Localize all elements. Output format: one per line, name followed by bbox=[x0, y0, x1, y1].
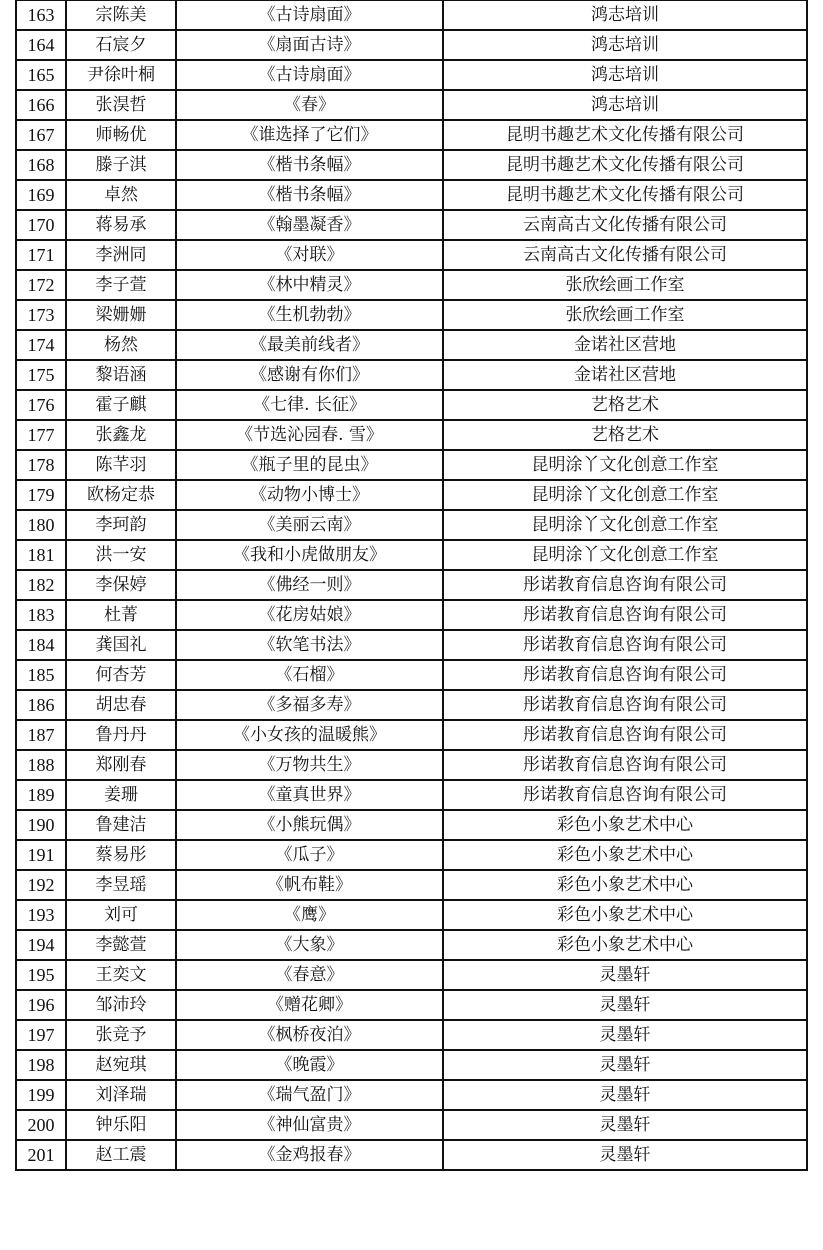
work-title-cell: 《软笔书法》 bbox=[176, 630, 443, 660]
student-name-cell: 郑刚春 bbox=[66, 750, 176, 780]
work-title-cell: 《瑞气盈门》 bbox=[176, 1080, 443, 1110]
work-title-cell: 《枫桥夜泊》 bbox=[176, 1020, 443, 1050]
student-name-cell: 李保婷 bbox=[66, 570, 176, 600]
serial-number-cell: 198 bbox=[16, 1050, 66, 1080]
work-title-cell: 《古诗扇面》 bbox=[176, 0, 443, 30]
table-row bbox=[16, 210, 807, 240]
serial-number-cell: 175 bbox=[16, 360, 66, 390]
work-title-cell: 《动物小博士》 bbox=[176, 480, 443, 510]
serial-number-cell: 188 bbox=[16, 750, 66, 780]
student-name-cell: 李洲同 bbox=[66, 240, 176, 270]
organization-cell: 彩色小象艺术中心 bbox=[443, 840, 807, 870]
organization-cell: 灵墨轩 bbox=[443, 1020, 807, 1050]
table-row bbox=[16, 420, 807, 450]
organization-cell: 彩色小象艺术中心 bbox=[443, 900, 807, 930]
serial-number-cell: 177 bbox=[16, 420, 66, 450]
organization-cell: 灵墨轩 bbox=[443, 1110, 807, 1140]
work-title-cell: 《我和小虎做朋友》 bbox=[176, 540, 443, 570]
serial-number-cell: 165 bbox=[16, 60, 66, 90]
student-name-cell: 杨然 bbox=[66, 330, 176, 360]
organization-cell: 彤诺教育信息咨询有限公司 bbox=[443, 780, 807, 810]
student-name-cell: 姜珊 bbox=[66, 780, 176, 810]
work-title-cell: 《大象》 bbox=[176, 930, 443, 960]
organization-cell: 云南高古文化传播有限公司 bbox=[443, 210, 807, 240]
serial-number-cell: 200 bbox=[16, 1110, 66, 1140]
table-row bbox=[16, 630, 807, 660]
organization-cell: 彤诺教育信息咨询有限公司 bbox=[443, 660, 807, 690]
serial-number-cell: 190 bbox=[16, 810, 66, 840]
organization-cell: 鸿志培训 bbox=[443, 30, 807, 60]
organization-cell: 灵墨轩 bbox=[443, 1050, 807, 1080]
table-row bbox=[16, 690, 807, 720]
table-row bbox=[16, 780, 807, 810]
work-title-cell: 《神仙富贵》 bbox=[176, 1110, 443, 1140]
organization-cell: 彤诺教育信息咨询有限公司 bbox=[443, 600, 807, 630]
organization-cell: 灵墨轩 bbox=[443, 960, 807, 990]
work-title-cell: 《林中精灵》 bbox=[176, 270, 443, 300]
table-row bbox=[16, 1050, 807, 1080]
student-name-cell: 卓然 bbox=[66, 180, 176, 210]
student-name-cell: 滕子淇 bbox=[66, 150, 176, 180]
serial-number-cell: 201 bbox=[16, 1140, 66, 1170]
serial-number-cell: 192 bbox=[16, 870, 66, 900]
serial-number-cell: 189 bbox=[16, 780, 66, 810]
student-name-cell: 蔡易彤 bbox=[66, 840, 176, 870]
table-row bbox=[16, 0, 807, 30]
serial-number-cell: 194 bbox=[16, 930, 66, 960]
work-title-cell: 《花房姑娘》 bbox=[176, 600, 443, 630]
student-name-cell: 李珂韵 bbox=[66, 510, 176, 540]
student-name-cell: 龚国礼 bbox=[66, 630, 176, 660]
table-row bbox=[16, 390, 807, 420]
table-row bbox=[16, 150, 807, 180]
work-title-cell: 《瓶子里的昆虫》 bbox=[176, 450, 443, 480]
student-name-cell: 霍子麒 bbox=[66, 390, 176, 420]
work-title-cell: 《对联》 bbox=[176, 240, 443, 270]
table-row bbox=[16, 930, 807, 960]
table-row bbox=[16, 1140, 807, 1170]
table-row bbox=[16, 720, 807, 750]
organization-cell: 彤诺教育信息咨询有限公司 bbox=[443, 690, 807, 720]
organization-cell: 鸿志培训 bbox=[443, 0, 807, 30]
organization-cell: 云南高古文化传播有限公司 bbox=[443, 240, 807, 270]
table-row bbox=[16, 300, 807, 330]
student-name-cell: 梁姗姗 bbox=[66, 300, 176, 330]
student-name-cell: 邹沛玲 bbox=[66, 990, 176, 1020]
work-title-cell: 《七律. 长征》 bbox=[176, 390, 443, 420]
student-name-cell: 鲁丹丹 bbox=[66, 720, 176, 750]
table-row bbox=[16, 480, 807, 510]
table-row bbox=[16, 1080, 807, 1110]
serial-number-cell: 164 bbox=[16, 30, 66, 60]
work-title-cell: 《多福多寿》 bbox=[176, 690, 443, 720]
work-title-cell: 《金鸡报春》 bbox=[176, 1140, 443, 1170]
serial-number-cell: 196 bbox=[16, 990, 66, 1020]
serial-number-cell: 176 bbox=[16, 390, 66, 420]
student-name-cell: 何杏芳 bbox=[66, 660, 176, 690]
table-row bbox=[16, 360, 807, 390]
table-row bbox=[16, 540, 807, 570]
student-name-cell: 尹徐叶桐 bbox=[66, 60, 176, 90]
student-name-cell: 张鑫龙 bbox=[66, 420, 176, 450]
student-name-cell: 赵工震 bbox=[66, 1140, 176, 1170]
work-title-cell: 《童真世界》 bbox=[176, 780, 443, 810]
organization-cell: 张欣绘画工作室 bbox=[443, 270, 807, 300]
student-name-cell: 杜菁 bbox=[66, 600, 176, 630]
organization-cell: 昆明涂丫文化创意工作室 bbox=[443, 510, 807, 540]
serial-number-cell: 174 bbox=[16, 330, 66, 360]
serial-number-cell: 197 bbox=[16, 1020, 66, 1050]
work-title-cell: 《美丽云南》 bbox=[176, 510, 443, 540]
serial-number-cell: 173 bbox=[16, 300, 66, 330]
serial-number-cell: 168 bbox=[16, 150, 66, 180]
organization-cell: 张欣绘画工作室 bbox=[443, 300, 807, 330]
serial-number-cell: 193 bbox=[16, 900, 66, 930]
work-title-cell: 《帆布鞋》 bbox=[176, 870, 443, 900]
table-row bbox=[16, 30, 807, 60]
work-title-cell: 《春》 bbox=[176, 90, 443, 120]
table-row bbox=[16, 180, 807, 210]
work-title-cell: 《石榴》 bbox=[176, 660, 443, 690]
student-name-cell: 欧杨定恭 bbox=[66, 480, 176, 510]
serial-number-cell: 181 bbox=[16, 540, 66, 570]
student-name-cell: 刘可 bbox=[66, 900, 176, 930]
student-name-cell: 蒋易承 bbox=[66, 210, 176, 240]
organization-cell: 彤诺教育信息咨询有限公司 bbox=[443, 750, 807, 780]
work-title-cell: 《小熊玩偶》 bbox=[176, 810, 443, 840]
student-name-cell: 刘泽瑞 bbox=[66, 1080, 176, 1110]
table-row bbox=[16, 270, 807, 300]
serial-number-cell: 195 bbox=[16, 960, 66, 990]
award-list-sheet bbox=[15, 0, 808, 1171]
work-title-cell: 《节选沁园春. 雪》 bbox=[176, 420, 443, 450]
table-row bbox=[16, 750, 807, 780]
work-title-cell: 《小女孩的温暖熊》 bbox=[176, 720, 443, 750]
table-row bbox=[16, 570, 807, 600]
table-row bbox=[16, 870, 807, 900]
award-list-table bbox=[15, 0, 808, 1171]
organization-cell: 艺格艺术 bbox=[443, 390, 807, 420]
organization-cell: 鸿志培训 bbox=[443, 90, 807, 120]
work-title-cell: 《鹰》 bbox=[176, 900, 443, 930]
table-row bbox=[16, 120, 807, 150]
work-title-cell: 《晚霞》 bbox=[176, 1050, 443, 1080]
organization-cell: 金诺社区营地 bbox=[443, 330, 807, 360]
student-name-cell: 李子萱 bbox=[66, 270, 176, 300]
student-name-cell: 洪一安 bbox=[66, 540, 176, 570]
work-title-cell: 《楷书条幅》 bbox=[176, 150, 443, 180]
work-title-cell: 《楷书条幅》 bbox=[176, 180, 443, 210]
serial-number-cell: 178 bbox=[16, 450, 66, 480]
table-row bbox=[16, 510, 807, 540]
serial-number-cell: 179 bbox=[16, 480, 66, 510]
organization-cell: 昆明涂丫文化创意工作室 bbox=[443, 480, 807, 510]
serial-number-cell: 163 bbox=[16, 0, 66, 30]
organization-cell: 艺格艺术 bbox=[443, 420, 807, 450]
work-title-cell: 《翰墨凝香》 bbox=[176, 210, 443, 240]
table-row bbox=[16, 810, 807, 840]
work-title-cell: 《最美前线者》 bbox=[176, 330, 443, 360]
table-row bbox=[16, 840, 807, 870]
student-name-cell: 陈芊羽 bbox=[66, 450, 176, 480]
organization-cell: 昆明书趣艺术文化传播有限公司 bbox=[443, 120, 807, 150]
table-row bbox=[16, 600, 807, 630]
organization-cell: 灵墨轩 bbox=[443, 1140, 807, 1170]
serial-number-cell: 199 bbox=[16, 1080, 66, 1110]
work-title-cell: 《万物共生》 bbox=[176, 750, 443, 780]
work-title-cell: 《赠花卿》 bbox=[176, 990, 443, 1020]
serial-number-cell: 166 bbox=[16, 90, 66, 120]
student-name-cell: 师畅优 bbox=[66, 120, 176, 150]
organization-cell: 彤诺教育信息咨询有限公司 bbox=[443, 720, 807, 750]
organization-cell: 彩色小象艺术中心 bbox=[443, 870, 807, 900]
student-name-cell: 鲁建洁 bbox=[66, 810, 176, 840]
student-name-cell: 李懿萱 bbox=[66, 930, 176, 960]
student-name-cell: 钟乐阳 bbox=[66, 1110, 176, 1140]
table-row bbox=[16, 90, 807, 120]
work-title-cell: 《感谢有你们》 bbox=[176, 360, 443, 390]
organization-cell: 鸿志培训 bbox=[443, 60, 807, 90]
table-row bbox=[16, 900, 807, 930]
serial-number-cell: 185 bbox=[16, 660, 66, 690]
serial-number-cell: 171 bbox=[16, 240, 66, 270]
serial-number-cell: 172 bbox=[16, 270, 66, 300]
student-name-cell: 胡忠春 bbox=[66, 690, 176, 720]
table-row bbox=[16, 60, 807, 90]
organization-cell: 彩色小象艺术中心 bbox=[443, 810, 807, 840]
student-name-cell: 张淏哲 bbox=[66, 90, 176, 120]
student-name-cell: 石宸夕 bbox=[66, 30, 176, 60]
organization-cell: 昆明书趣艺术文化传播有限公司 bbox=[443, 180, 807, 210]
serial-number-cell: 182 bbox=[16, 570, 66, 600]
organization-cell: 灵墨轩 bbox=[443, 1080, 807, 1110]
serial-number-cell: 169 bbox=[16, 180, 66, 210]
work-title-cell: 《瓜子》 bbox=[176, 840, 443, 870]
table-row bbox=[16, 240, 807, 270]
table-row bbox=[16, 960, 807, 990]
organization-cell: 昆明涂丫文化创意工作室 bbox=[443, 450, 807, 480]
table-body bbox=[16, 0, 807, 1170]
table-row bbox=[16, 990, 807, 1020]
organization-cell: 金诺社区营地 bbox=[443, 360, 807, 390]
work-title-cell: 《佛经一则》 bbox=[176, 570, 443, 600]
table-row bbox=[16, 1020, 807, 1050]
table-row bbox=[16, 660, 807, 690]
student-name-cell: 王奕文 bbox=[66, 960, 176, 990]
serial-number-cell: 184 bbox=[16, 630, 66, 660]
work-title-cell: 《谁选择了它们》 bbox=[176, 120, 443, 150]
student-name-cell: 赵宛琪 bbox=[66, 1050, 176, 1080]
organization-cell: 彤诺教育信息咨询有限公司 bbox=[443, 570, 807, 600]
organization-cell: 彩色小象艺术中心 bbox=[443, 930, 807, 960]
serial-number-cell: 186 bbox=[16, 690, 66, 720]
work-title-cell: 《古诗扇面》 bbox=[176, 60, 443, 90]
work-title-cell: 《春意》 bbox=[176, 960, 443, 990]
serial-number-cell: 187 bbox=[16, 720, 66, 750]
serial-number-cell: 170 bbox=[16, 210, 66, 240]
student-name-cell: 黎语涵 bbox=[66, 360, 176, 390]
serial-number-cell: 167 bbox=[16, 120, 66, 150]
organization-cell: 灵墨轩 bbox=[443, 990, 807, 1020]
serial-number-cell: 180 bbox=[16, 510, 66, 540]
work-title-cell: 《生机勃勃》 bbox=[176, 300, 443, 330]
student-name-cell: 张竞予 bbox=[66, 1020, 176, 1050]
table-row bbox=[16, 450, 807, 480]
organization-cell: 彤诺教育信息咨询有限公司 bbox=[443, 630, 807, 660]
organization-cell: 昆明涂丫文化创意工作室 bbox=[443, 540, 807, 570]
serial-number-cell: 183 bbox=[16, 600, 66, 630]
work-title-cell: 《扇面古诗》 bbox=[176, 30, 443, 60]
serial-number-cell: 191 bbox=[16, 840, 66, 870]
table-row bbox=[16, 1110, 807, 1140]
student-name-cell: 宗陈美 bbox=[66, 0, 176, 30]
table-row bbox=[16, 330, 807, 360]
student-name-cell: 李昱瑶 bbox=[66, 870, 176, 900]
organization-cell: 昆明书趣艺术文化传播有限公司 bbox=[443, 150, 807, 180]
